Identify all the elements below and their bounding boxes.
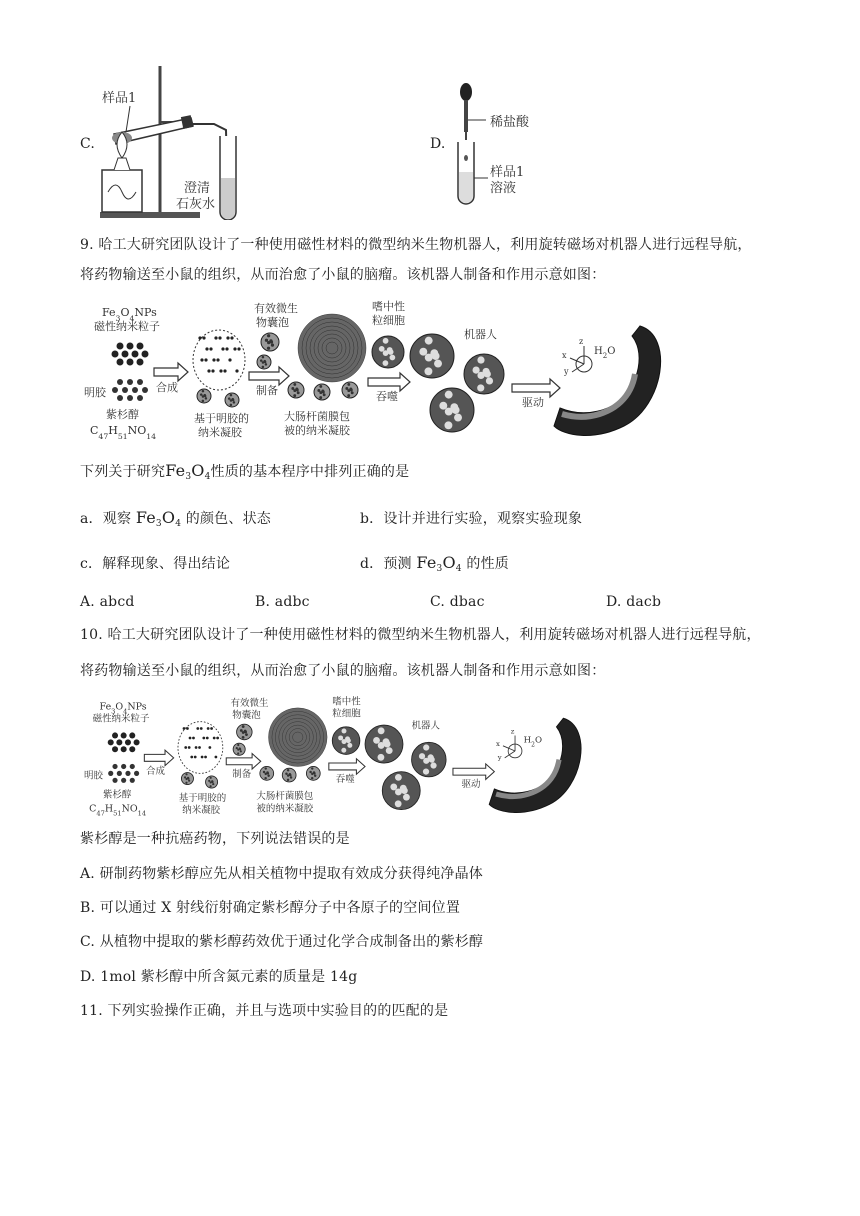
neutrophil-label-1: 嗜中性	[332, 696, 361, 708]
ecoli-coated-nanogel	[268, 708, 327, 767]
vesicle-label-1: 有效微生	[230, 698, 269, 710]
neutrophil-cell	[332, 727, 360, 755]
q9-question-prefix: 下列关于研究	[80, 464, 166, 480]
vesicle-1	[261, 333, 279, 351]
synthesize-arrow	[154, 363, 188, 381]
q9-stem-line1: 9. 哈工大研究团队设计了一种使用磁性材料的微型纳米生物机器人，利用旋转磁场对机器人进行远程导航，	[80, 237, 752, 253]
sample1-solution-label-1: 样品1	[490, 165, 525, 180]
nanorobot-diagram-1	[84, 296, 664, 446]
synthesize-arrow	[144, 750, 173, 766]
limewater-tube	[220, 136, 236, 220]
coated-nanogel-small-2	[282, 768, 296, 782]
q9-step-c: c．解释现象、得出结论	[80, 556, 231, 572]
coated-nanogel-small-3	[306, 766, 320, 780]
axis-y-label: y	[497, 753, 502, 762]
vesicle-label-2: 物囊泡	[256, 316, 289, 329]
drive-arrow	[512, 379, 560, 397]
alcohol-lamp	[102, 132, 142, 212]
q9-choice-d[interactable]: D. dacb	[606, 594, 662, 610]
nanoparticle-cluster	[108, 732, 140, 752]
neutrophil-label-2: 粒细胞	[372, 314, 405, 327]
paclitaxel-label: 紫杉醇	[102, 789, 132, 801]
vesicle-1	[237, 724, 253, 740]
robot-cell-2	[412, 742, 446, 776]
vesicle-2	[233, 743, 245, 755]
axis-x-label: x	[496, 739, 500, 748]
q10-choice-a[interactable]: A. 研制药物紫杉醇应先从相关植物中提取有效成分获得纯净晶体	[80, 866, 484, 882]
magnetic-axes-icon	[503, 735, 522, 757]
q10-choice-d[interactable]: D. 1mol 紫杉醇中所含氮元素的质量是 14g	[80, 969, 358, 985]
neutrophil-label-1: 嗜中性	[372, 300, 405, 313]
gelatin-nanogel	[193, 330, 245, 390]
q9-choice-c[interactable]: C. dbac	[430, 594, 485, 610]
coated-nanogel-small-1	[288, 382, 304, 398]
q11-stem: 11. 下列实验操作正确，并且与选项中实验目的的匹配的是	[80, 1003, 449, 1019]
gelatin-cluster	[108, 764, 139, 783]
paclitaxel-formula: $C_{47}H_{51}NO_{14}$	[90, 424, 157, 441]
robot-label: 机器人	[464, 328, 497, 341]
small-nanogel-2	[206, 776, 218, 788]
fe3o4-formula: $Fe_3O_4$	[135, 508, 182, 529]
neutrophil-label-2: 粒细胞	[332, 708, 361, 720]
small-nanogel-1	[197, 389, 211, 403]
step-a-prefix: a．观察	[80, 511, 132, 527]
gelatin-nanogel-label-1: 基于明胶的	[178, 792, 227, 804]
magnetic-nanoparticle-label: 磁性纳米粒子	[92, 713, 150, 725]
vesicle-2	[257, 355, 271, 369]
robot-cell-3	[382, 772, 420, 810]
step-d-suffix: 的性质	[466, 556, 509, 572]
gelatin-nanogel-label-1: 基于明胶的	[194, 412, 249, 425]
paclitaxel-label: 紫杉醇	[106, 408, 139, 421]
fe3o4-formula: $Fe_3O_4$	[416, 553, 462, 574]
vesicle-label-2: 物囊泡	[232, 710, 261, 722]
water-label: $H_2O$	[523, 735, 543, 748]
q9-step-b: b．设计并进行实验，观察实验现象	[360, 511, 583, 527]
engulf-arrow	[329, 759, 365, 775]
gelatin-label: 明胶	[84, 770, 103, 782]
step-d-prefix: d．预测	[360, 556, 412, 572]
magnetic-nanoparticle-label: 磁性纳米粒子	[94, 320, 160, 333]
q9-question-suffix: 性质的基本程序中排列正确的是	[210, 464, 410, 480]
gelatin-nanogel-label-2: 纳米凝胶	[198, 426, 242, 439]
coated-nanogel-small-1	[260, 766, 274, 780]
nanoparticle-cluster	[112, 343, 149, 366]
dropper	[460, 83, 472, 140]
apparatus-figure-c	[96, 62, 246, 220]
vesicle-label-1: 有效微生	[254, 302, 298, 315]
sample1-label: 样品1	[102, 91, 137, 106]
q9-question	[80, 461, 409, 482]
gelatin-cluster	[112, 379, 148, 401]
q9-choice-b[interactable]: B. adbc	[255, 594, 310, 610]
prepare-arrow	[226, 754, 260, 770]
engulf-label: 吞噬	[376, 390, 398, 403]
q10-choice-b[interactable]: B. 可以通过 X 射线衍射确定紫杉醇分子中各原子的空间位置	[80, 900, 461, 916]
q10-stem-line2: 将药物输送至小鼠的组织，从而治愈了小鼠的脑瘤。该机器人制备和作用示意如图：	[80, 663, 606, 679]
gelatin-label: 明胶	[84, 386, 106, 399]
q9-stem-line2: 将药物输送至小鼠的组织，从而治愈了小鼠的脑瘤。该机器人制备和作用示意如图：	[80, 267, 606, 283]
robot-cell-3	[430, 388, 474, 432]
option-d-label: D.	[430, 136, 446, 152]
drive-arrow	[453, 764, 494, 780]
magnetic-axes-icon	[570, 346, 592, 372]
nanorobot-diagram-2	[84, 692, 584, 822]
water-label: $H_2O$	[594, 346, 616, 360]
axis-y-label: y	[564, 367, 569, 376]
ecoli-label-1: 大肠杆菌膜包	[284, 410, 350, 423]
limewater-label-2: 石灰水	[176, 197, 216, 212]
gelatin-nanogel	[178, 722, 223, 774]
coated-nanogel-small-3	[342, 382, 358, 398]
axis-x-label: x	[562, 351, 567, 360]
fe3o4-nps-label: $Fe_3O_4NPs$	[99, 701, 147, 716]
limewater-label-1: 澄清	[184, 181, 211, 196]
robot-cell-1	[365, 725, 403, 763]
small-nanogel-1	[181, 773, 193, 785]
sample1-solution-label-2: 溶液	[490, 181, 517, 196]
ecoli-label-2: 被的纳米凝胶	[256, 803, 314, 815]
drive-label: 驱动	[461, 779, 481, 791]
robot-cell-2	[464, 354, 504, 394]
prepare-arrow	[249, 367, 289, 385]
ecoli-label-2: 被的纳米凝胶	[284, 424, 350, 437]
step-a-suffix: 的颜色、状态	[185, 511, 271, 527]
robot-cell-1	[410, 334, 454, 378]
axis-z-label: z	[579, 337, 584, 346]
q10-question: 紫杉醇是一种抗癌药物，下列说法错误的是	[80, 831, 350, 847]
prepare-label: 制备	[232, 768, 252, 780]
axis-z-label: z	[510, 727, 515, 736]
coated-nanogel-small-2	[314, 384, 330, 400]
prepare-label: 制备	[256, 384, 278, 397]
small-nanogel-2	[225, 393, 239, 407]
neutrophil-cell	[372, 336, 404, 368]
paclitaxel-formula: $C_{47}H_{51}NO_{14}$	[89, 803, 147, 818]
ecoli-label-1: 大肠杆菌膜包	[256, 791, 314, 803]
dilute-hcl-label: 稀盐酸	[490, 115, 530, 130]
option-c-label: C.	[80, 136, 96, 152]
q10-choice-c[interactable]: C. 从植物中提取的紫杉醇药效优于通过化学合成制备出的紫杉醇	[80, 934, 484, 950]
robot-label: 机器人	[411, 720, 441, 732]
synthesize-label: 合成	[156, 381, 178, 394]
blood-vessel-channel	[489, 718, 581, 812]
ecoli-coated-nanogel	[298, 314, 366, 382]
q10-stem-line1: 10. 哈工大研究团队设计了一种使用磁性材料的微型纳米生物机器人，利用旋转磁场对机器人进行远程导航，	[80, 627, 761, 643]
test-tube-d	[458, 142, 474, 204]
apparatus-figure-d	[452, 82, 562, 210]
q9-step-a	[80, 508, 271, 529]
q9-step-d	[360, 553, 509, 574]
stand-base	[100, 212, 200, 218]
q9-choice-a[interactable]: A. abcd	[80, 594, 135, 610]
engulf-arrow	[368, 373, 410, 391]
engulf-label: 吞噬	[335, 774, 355, 785]
blood-vessel-channel	[554, 326, 661, 435]
fe3o4-nps-label: $Fe_3O_4NPs$	[102, 306, 157, 323]
drive-label: 驱动	[522, 396, 544, 409]
gelatin-nanogel-label-2: 纳米凝胶	[182, 805, 221, 817]
synthesize-label: 合成	[146, 766, 166, 778]
fe3o4-formula: $Fe_3O_4$	[165, 461, 211, 482]
